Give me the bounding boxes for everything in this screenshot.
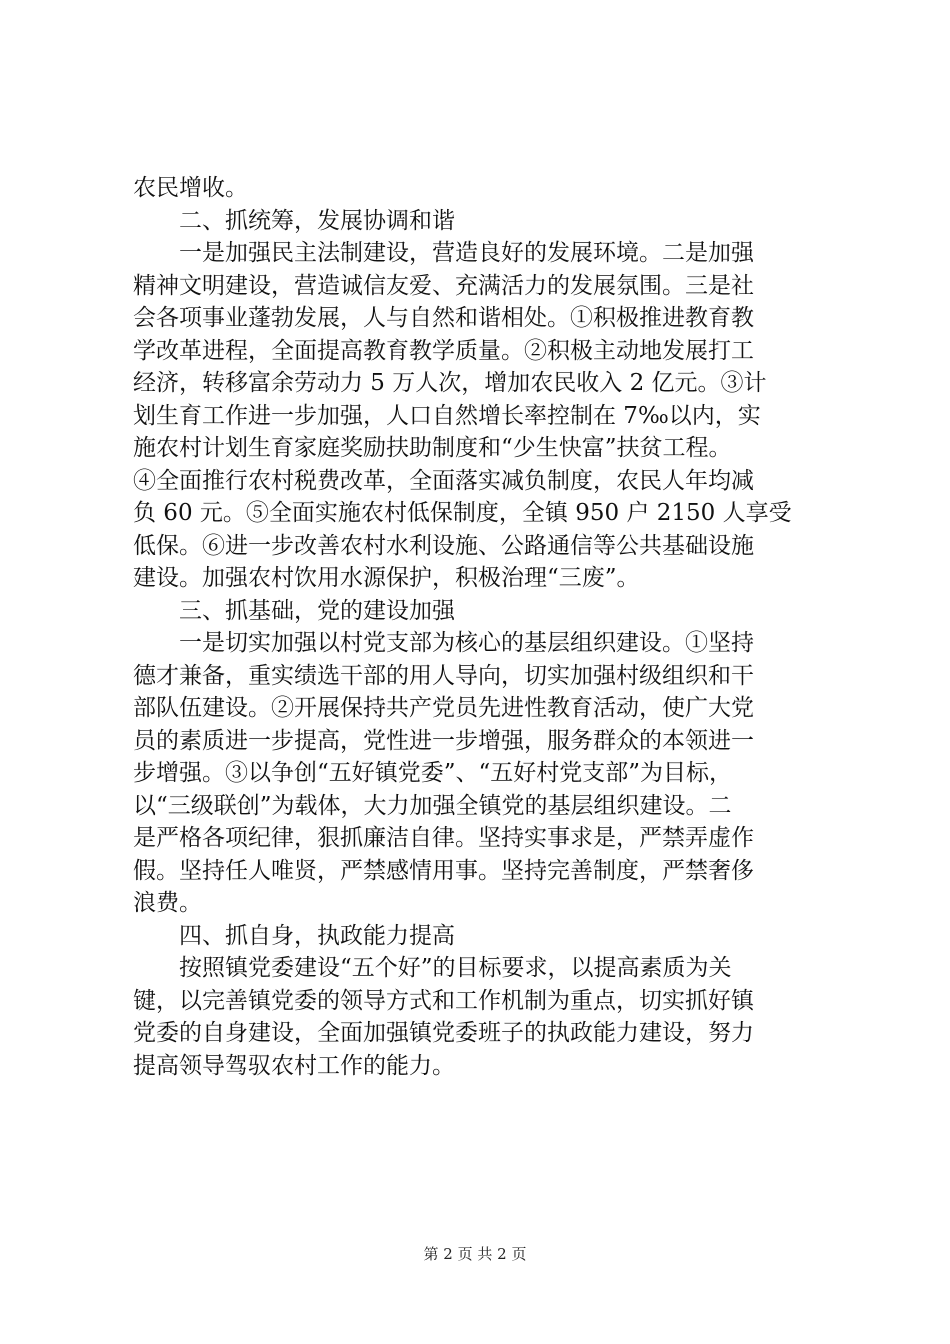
text-line: 划生育工作进一步加强，人口自然增长率控制在 7‰以内，实 (133, 402, 761, 429)
text-line: 一是加强民主法制建设，营造良好的发展环境。二是加强 (179, 240, 754, 266)
text-line: 键，以完善镇党委的领导方式和工作机制为重点，切实抓好镇 (133, 987, 754, 1014)
text-line: 农民增收。 (133, 175, 248, 201)
text-line: 员的素质进一步提高，党性进一步增强，服务群众的本领进一 (133, 727, 754, 754)
text-line: 部队伍建设。②开展保持共产党员先进性教育活动，使广大党 (133, 695, 754, 721)
text-line: 学改革进程，全面提高教育教学质量。②积极主动地发展打工 (133, 337, 754, 364)
text-line: 按照镇党委建设“五个好”的目标要求，以提高素质为关 (179, 955, 732, 981)
text-line: 是严格各项纪律，狠抓廉洁自律。坚持实事求是，严禁弄虚作 (133, 825, 754, 851)
text-line: 会各项事业蓬勃发展，人与自然和谐相处。①积极推进教育教 (133, 305, 754, 331)
text-line: 德才兼备，重实绩选干部的用人导向，切实加强村级组织和干 (133, 662, 754, 689)
text-line: 党委的自身建设，全面加强镇党委班子的执政能力建设，努力 (133, 1020, 754, 1046)
document-body (133, 172, 823, 1082)
text-line: 以“三级联创”为载体，大力加强全镇党的基层组织建设。二 (133, 792, 732, 819)
text-line: ④全面推行农村税费改革，全面落实减负制度，农民人年均减 (133, 467, 754, 494)
text-line: 精神文明建设，营造诚信友爱、充满活力的发展氛围。三是社 (133, 272, 754, 299)
text-line: 建设。加强农村饮用水源保护，积极治理“三废”。 (133, 565, 640, 591)
text-line: 负 60 元。⑤全面实施农村低保制度，全镇 950 户 2150 人享受 (133, 500, 792, 526)
text-line: 一是切实加强以村党支部为核心的基层组织建设。①坚持 (179, 630, 754, 656)
text-line: 三、抓基础，党的建设加强 (179, 597, 455, 624)
text-line: 经济，转移富余劳动力 5 万人次，增加农民收入 2 亿元。③计 (133, 370, 767, 396)
text-line: 二、抓统筹，发展协调和谐 (179, 207, 455, 234)
text-line: 假。坚持任人唯贤，严禁感情用事。坚持完善制度，严禁奢侈 (133, 857, 754, 884)
text-line: 步增强。③以争创“五好镇党委”、“五好村党支部”为目标， (133, 760, 733, 786)
text-line: 施农村计划生育家庭奖励扶助制度和“少生快富”扶贫工程。 (133, 435, 732, 461)
text-line: 四、抓自身，执政能力提高 (179, 922, 455, 949)
text-line: 低保。⑥进一步改善农村水利设施、公路通信等公共基础设施 (133, 532, 754, 559)
text-line: 提高领导驾驭农村工作的能力。 (133, 1052, 455, 1079)
text-line: 浪费。 (133, 890, 202, 916)
page-number-footer: 第 2 页 共 2 页 (423, 1245, 527, 1263)
